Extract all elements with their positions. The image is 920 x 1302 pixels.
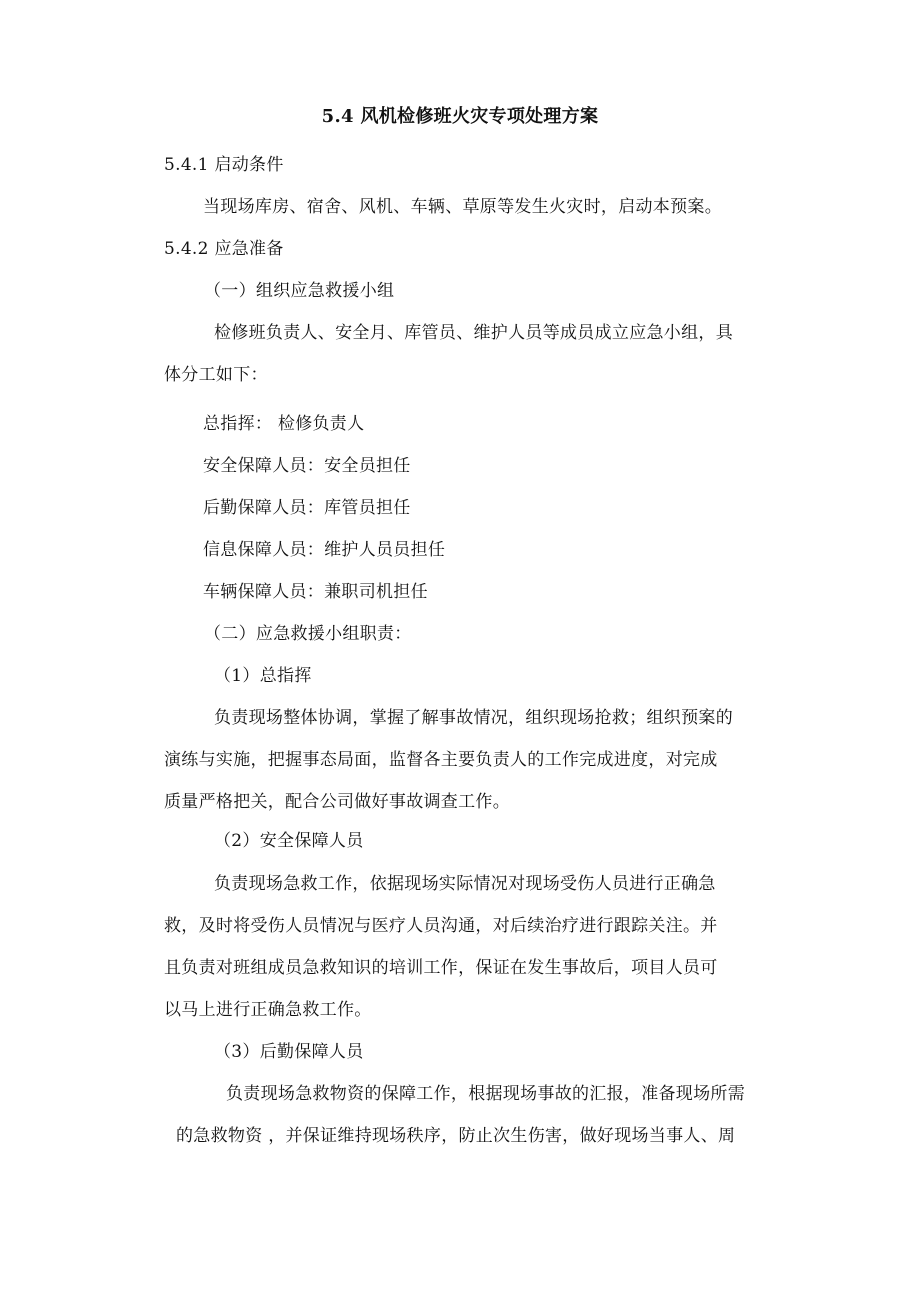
role-line: 总指挥： 检修负责人 <box>203 414 365 434</box>
duty-heading-logistics: （3）后勤保障人员 <box>214 1042 364 1062</box>
paragraph-group-line-1: 检修班负责人、安全月、库管员、维护人员等成员成立应急小组，具 <box>214 323 733 343</box>
duty-text-line: 负责现场整体协调，掌握了解事故情况，组织现场抢救；组织预案的 <box>214 708 733 728</box>
subheading-organize-group: （一）组织应急救援小组 <box>204 281 395 301</box>
paragraph-start-condition: 当现场库房、宿舍、风机、车辆、草原等发生火灾时，启动本预案。 <box>203 197 722 217</box>
duty-text-line: 负责现场急救物资的保障工作，根据现场事故的汇报，准备现场所需 <box>226 1084 745 1104</box>
duty-text-line: 演练与实施，把握事态局面，监督各主要负责人的工作完成进度，对完成 <box>164 750 718 770</box>
section-heading-541: 5.4.1 启动条件 <box>164 155 284 175</box>
duty-text-line: 救，及时将受伤人员情况与医疗人员沟通，对后续治疗进行跟踪关注。并 <box>164 916 718 936</box>
paragraph-group-line-2: 体分工如下： <box>164 365 268 385</box>
duty-heading-commander: （1）总指挥 <box>214 666 312 686</box>
role-line: 车辆保障人员：兼职司机担任 <box>203 582 428 602</box>
duty-text-line: 以马上进行正确急救工作。 <box>164 1000 372 1020</box>
section-heading-542: 5.4.2 应急准备 <box>164 239 284 259</box>
role-line: 信息保障人员：维护人员员担任 <box>203 540 446 560</box>
document-title: 5.4 风机检修班火灾专项处理方案 <box>321 106 599 127</box>
duty-text-line: 质量严格把关，配合公司做好事故调查工作。 <box>164 792 510 812</box>
role-line: 安全保障人员：安全员担任 <box>203 456 411 476</box>
subheading-group-duties: （二）应急救援小组职责： <box>204 624 412 644</box>
duty-text-line: 且负责对班组成员急救知识的培训工作，保证在发生事故后，项目人员可 <box>164 958 718 978</box>
duty-text-line: 的急救物资 ，并保证维持现场秩序，防止次生伤害，做好现场当事人、周 <box>176 1126 736 1146</box>
duty-heading-safety: （2）安全保障人员 <box>214 831 364 851</box>
duty-text-line: 负责现场急救工作，依据现场实际情况对现场受伤人员进行正确急 <box>214 874 716 894</box>
role-line: 后勤保障人员：库管员担任 <box>203 498 411 518</box>
